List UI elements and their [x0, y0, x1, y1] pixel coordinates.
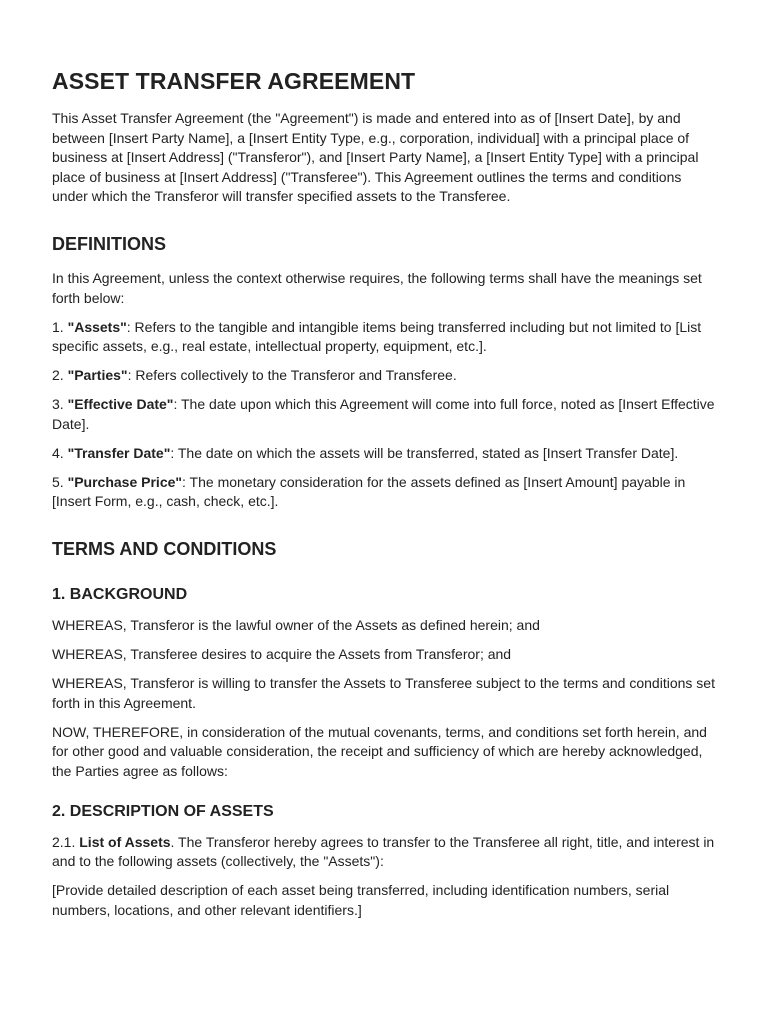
definition-term: "Purchase Price"	[67, 473, 183, 490]
definition-term: "Effective Date"	[67, 396, 174, 412]
terms-heading: TERMS AND CONDITIONS	[52, 539, 277, 559]
document-title: ASSET TRANSFER AGREEMENT	[52, 68, 416, 94]
clause-term: List of Assets	[79, 833, 171, 850]
asset-placeholder: [Provide detailed description of each asset being transferred, including identification numbers, serial numbers, locations, and other relevant identifiers.]	[52, 882, 670, 918]
definitions-lead: In this Agreement, unless the context otherwise requires, the following terms shall have the meanings set forth below:	[52, 270, 702, 306]
definition-item: 4. "Transfer Date": The date on which the assets will be transferred, stated as [Insert Transfer Date].	[52, 444, 679, 461]
definition-item: 1. "Assets": Refers to the tangible and intangible items being transferred including but not limited to [List specific assets, e.g., real estate, intellectual property, equipment, etc.].	[52, 318, 702, 354]
description-clause: 2.1. List of Assets. The Transferor hereby agrees to transfer to the Transferee all right, title, and interest in and to the following assets (collectively, the "Assets"):	[52, 833, 715, 869]
background-paragraph: WHEREAS, Transferee desires to acquire the Assets from Transferor; and	[52, 646, 512, 662]
description-heading: 2. DESCRIPTION OF ASSETS	[52, 802, 274, 820]
background-heading: 1. BACKGROUND	[52, 586, 188, 603]
definition-item: 2. "Parties": Refers collectively to the Transferor and Transferee.	[52, 367, 457, 383]
background-paragraph: WHEREAS, Transferor is the lawful owner of the Assets as defined herein; and	[52, 617, 540, 633]
intro-paragraph: This Asset Transfer Agreement (the "Agreement") is made and entered into as of [Insert Date], by and between [Insert Party Name], a [Insert Entity Type, e.g., corporation, individual] with a principal place of business at [Insert Address] ("Transferor"), and [Insert Party Name], a [Insert Entity Type] with a principal place of business at [Insert Address] ("Transferee"). This Agreement outlines the terms and conditions under which the Transferor will transfer specified assets to the Transferee.	[52, 110, 699, 204]
definition-term: "Assets"	[67, 318, 127, 335]
definition-item: 5. "Purchase Price": The monetary consideration for the assets defined as [Insert Amount] payable in [Insert Form, e.g., cash, check, etc.].	[52, 473, 686, 509]
background-paragraph: WHEREAS, Transferor is willing to transfer the Assets to Transferee subject to the terms and conditions set forth in this Agreement.	[52, 675, 715, 711]
definition-term: "Parties"	[67, 367, 128, 383]
background-paragraph: NOW, THEREFORE, in consideration of the mutual covenants, terms, and conditions set forth herein, and for other good and valuable consideration, the receipt and sufficiency of which are hereby acknowledged, the Parties agree as follows:	[52, 723, 707, 779]
definition-term: "Transfer Date"	[67, 444, 171, 461]
definition-item: 3. "Effective Date": The date upon which this Agreement will come into full force, noted as [Insert Effective Date].	[52, 396, 715, 432]
definitions-heading: DEFINITIONS	[52, 234, 167, 254]
